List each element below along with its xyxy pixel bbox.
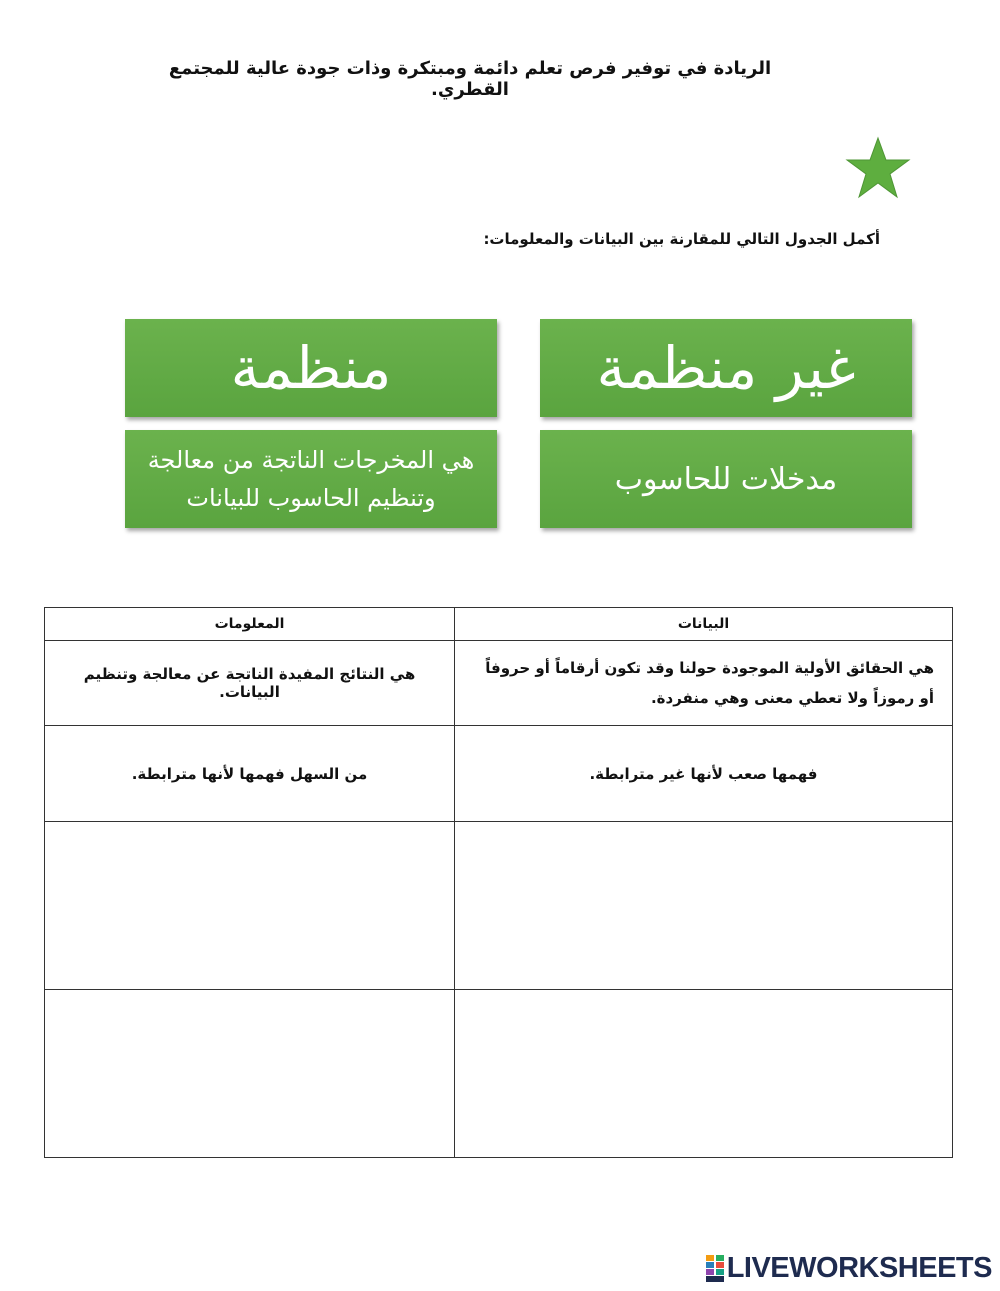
info-drop-zone[interactable]	[45, 822, 455, 990]
card-inputs[interactable]	[540, 430, 912, 528]
data-cell: فهمها صعب لأنها غير مترابطة.	[455, 726, 953, 822]
info-drop-zone[interactable]	[45, 990, 455, 1158]
card-structured[interactable]	[125, 319, 497, 417]
card-unstructured-label: غير منظمة	[596, 334, 856, 402]
table-row	[45, 641, 953, 726]
card-inputs-label: مدخلات للحاسوب	[614, 461, 838, 497]
header-info: المعلومات	[45, 608, 455, 641]
logo-blocks-icon	[706, 1255, 724, 1283]
table-row	[45, 726, 953, 822]
card-structured-label: منظمة	[230, 334, 392, 402]
card-outputs-label: هي المخرجات الناتجة من معالجة وتنظيم الحاسوب للبيانات	[147, 446, 475, 512]
comparison-table	[44, 607, 953, 1158]
school-motto: الريادة في توفير فرص تعلم دائمة ومبتكرة وذات جودة عالية للمجتمع القطري.	[168, 58, 772, 100]
card-unstructured[interactable]	[540, 319, 912, 417]
header-data: البيانات	[455, 608, 953, 641]
liveworksheets-logo	[706, 1252, 992, 1285]
card-outputs[interactable]	[125, 430, 497, 528]
table-row	[45, 822, 953, 990]
data-drop-zone[interactable]	[455, 822, 953, 990]
data-cell: هي الحقائق الأولية الموجودة حولنا وقد تكون أرقاماً أو حروفاً أو رموزاً ولا تعطي معنى وهي منفردة.	[455, 641, 953, 726]
instruction-text: أكمل الجدول التالي للمقارنة بين البيانات والمعلومات:	[483, 230, 880, 248]
info-cell: هي النتائج المفيدة الناتجة عن معالجة وتنظيم البيانات.	[45, 641, 455, 726]
table-header-row	[45, 608, 953, 641]
star-icon	[845, 136, 911, 200]
info-cell: من السهل فهمها لأنها مترابطة.	[45, 726, 455, 822]
table-row	[45, 990, 953, 1158]
data-drop-zone[interactable]	[455, 990, 953, 1158]
brand-name: LIVEWORKSHEETS	[726, 1252, 992, 1284]
